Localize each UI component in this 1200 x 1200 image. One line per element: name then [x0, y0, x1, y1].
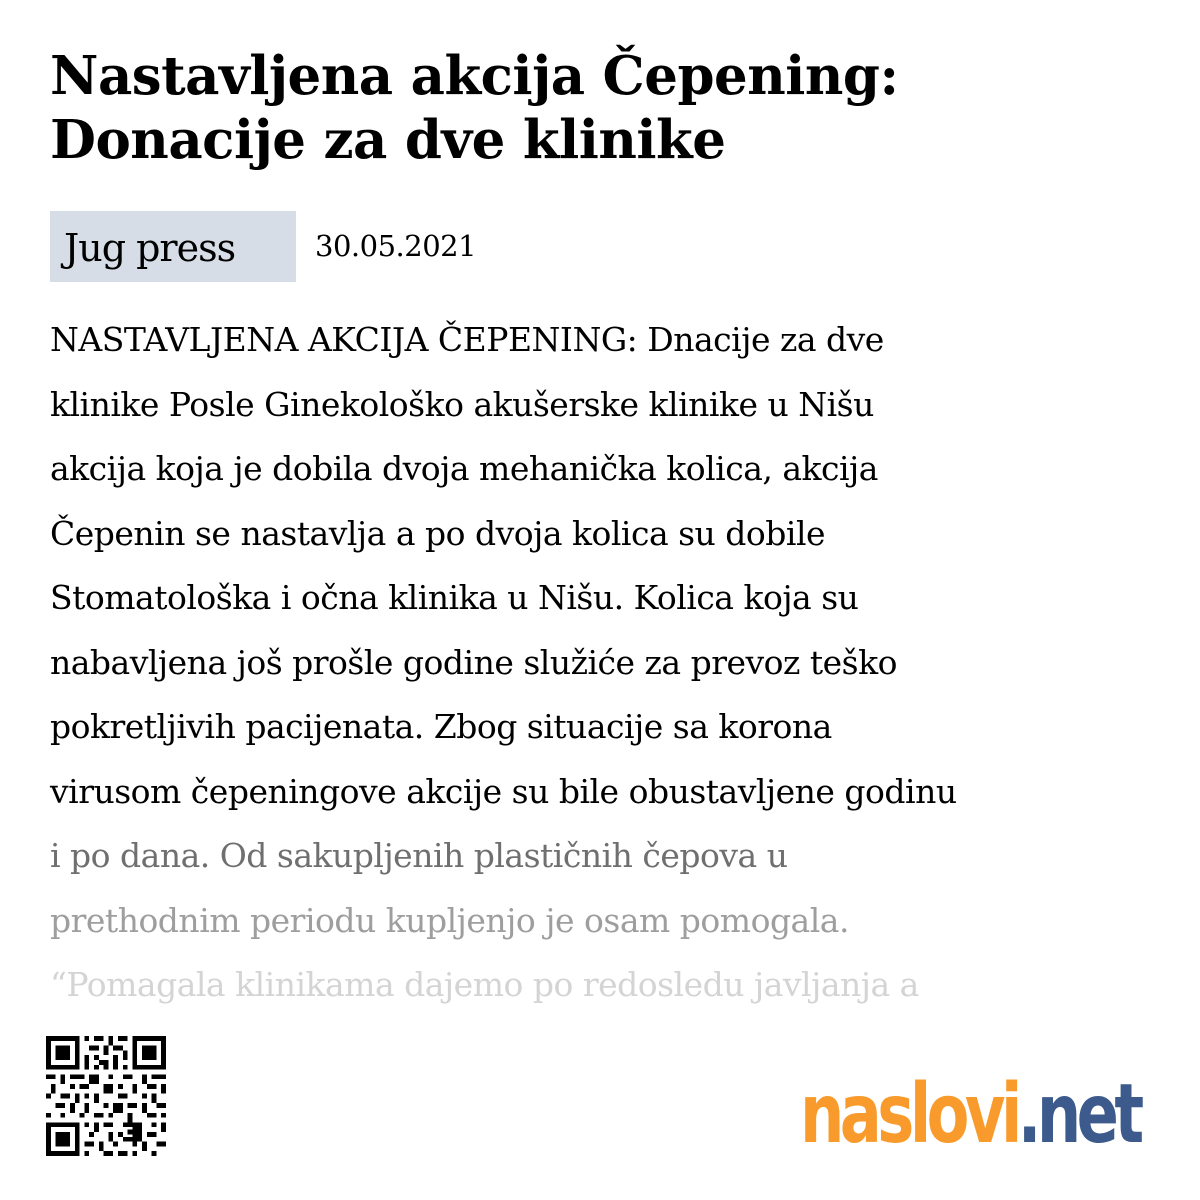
article-body [50, 308, 1160, 1018]
qr-code-icon[interactable] [46, 1036, 166, 1156]
publish-date: 30.05.2021 [315, 229, 477, 263]
source-name: Jug press [64, 226, 236, 270]
article-headline: Nastavljena akcija Čepening: Donacije za dve klinike [50, 45, 899, 171]
logo-tld-text: .net [1017, 1067, 1140, 1162]
source-badge[interactable] [50, 211, 296, 282]
body-line: virusom čepeningove akcije su bile obustavljene godinu [50, 771, 957, 811]
body-line: “Pomagala klinikama dajemo po redosledu javljanja a [50, 965, 919, 1004]
body-line: Čepenin se nastavlja a po dvoja kolica su dobile [50, 513, 826, 553]
body-line: NASTAVLJENA AKCIJA ČEPENING: Dnacije za dve [50, 320, 884, 359]
naslovi-net-logo[interactable] [800, 1060, 1170, 1170]
body-line: Stomatološka i očna klinika u Nišu. Kolica koja su [50, 578, 859, 617]
body-line: klinike Posle Ginekološko akušerske klinike u Nišu [50, 384, 874, 424]
body-line: i po dana. Od sakupljenih plastičnih čepova u [50, 836, 788, 875]
logo-main-text: naslovi [800, 1067, 1018, 1162]
body-line: prethodnim periodu kupljenjo je osam pomogala. [50, 900, 849, 940]
body-line: pokretljivih pacijenata. Zbog situacije sa korona [50, 707, 832, 746]
body-line: akcija koja je dobila dvoja mehanička kolica, akcija [50, 449, 878, 488]
body-line: nabavljena još prošle godine služiće za prevoz teško [50, 642, 897, 682]
